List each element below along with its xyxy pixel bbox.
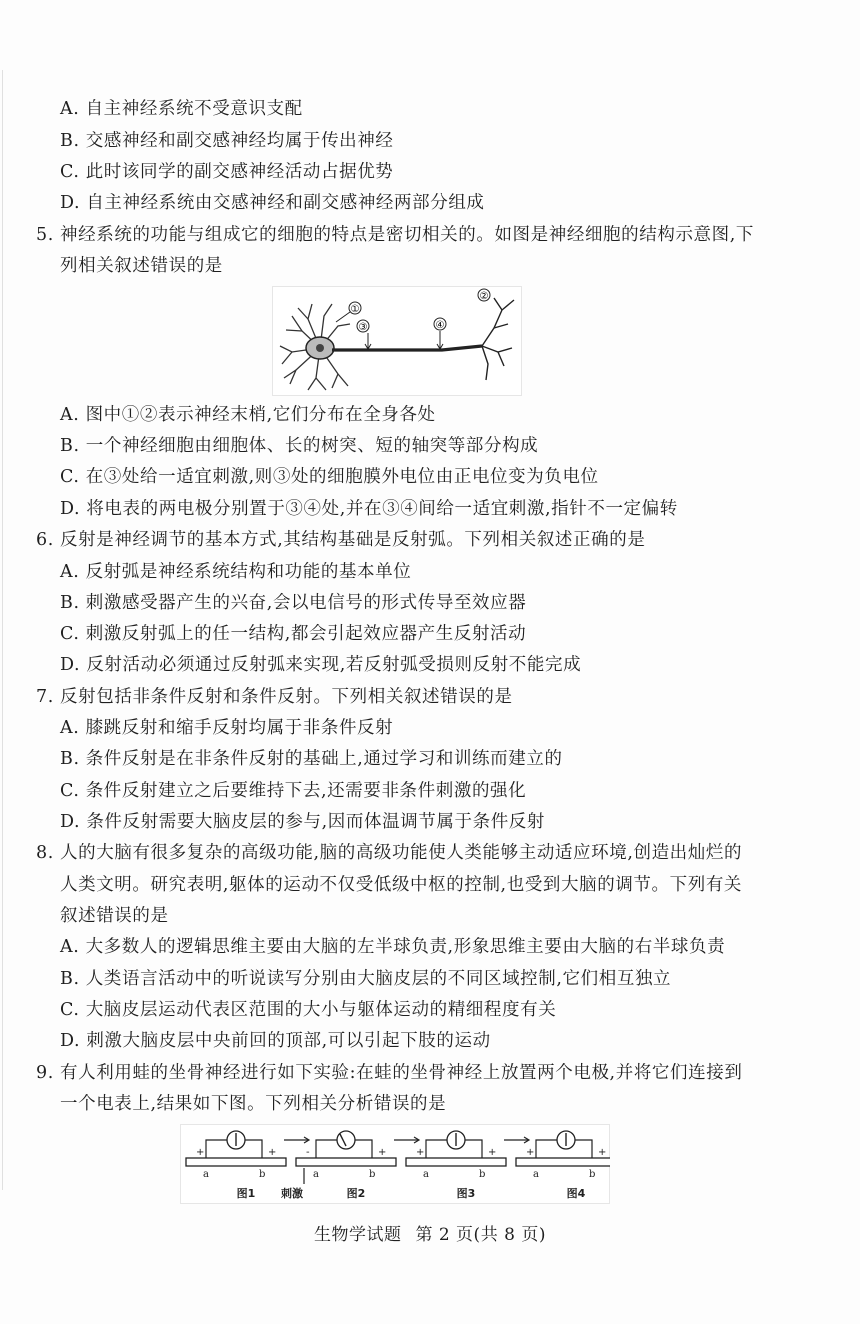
q8-option-b: B. 人类语言活动中的听说读写分别由大脑皮层的不同区域控制,它们相互独立: [60, 969, 672, 989]
q5-option-a: A. 图中①②表示神经末梢,它们分布在全身各处: [60, 405, 436, 425]
q8-option-a: A. 大多数人的逻辑思维主要由大脑的左半球负责,形象思维主要由大脑的右半球负责: [60, 937, 726, 957]
polarity-sign: +: [526, 1147, 535, 1158]
q4-option-a: A. 自主神经系统不受意识支配: [60, 99, 303, 119]
q8-stem-line-3: 叙述错误的是: [60, 906, 169, 926]
stimulus-label: 刺激: [281, 1187, 303, 1200]
footer-page-number: 第 2 页(共 8 页): [415, 1225, 546, 1245]
q6-option-c: C. 刺激反射弧上的任一结构,都会引起效应器产生反射活动: [60, 624, 527, 644]
neuron-figure: [272, 286, 522, 396]
polarity-sign: +: [196, 1147, 205, 1158]
q8-stem-line-1: 8. 人的大脑有很多复杂的高级功能,脑的高级功能使人类能够主动适应环境,创造出灿烂的: [36, 843, 743, 863]
neuron-diagram: [272, 286, 522, 396]
q5-stem-line-2: 列相关叙述错误的是: [60, 256, 223, 276]
label-3: ③: [358, 322, 368, 333]
polarity-sign: -: [306, 1147, 310, 1158]
polarity-sign: +: [488, 1147, 497, 1158]
q7-option-c: C. 条件反射建立之后要维持下去,还需要非条件刺激的强化: [60, 781, 527, 801]
scan-edge: [2, 70, 3, 1190]
polarity-sign: +: [268, 1147, 277, 1158]
q4-option-d: D. 自主神经系统由交感神经和副交感神经两部分组成: [60, 193, 485, 213]
q9-stem-line-2: 一个电表上,结果如下图。下列相关分析错误的是: [60, 1094, 447, 1114]
nerve-fiber: [406, 1158, 506, 1166]
q4-option-c: C. 此时该同学的副交感神经活动占据优势: [60, 162, 394, 182]
electrode-a-label: a: [423, 1169, 429, 1180]
q9-stem-line-1: 9. 有人利用蛙的坐骨神经进行如下实验:在蛙的坐骨神经上放置两个电极,并将它们连接到: [36, 1063, 743, 1083]
galvanometer-figure: [180, 1124, 610, 1204]
galvanometer-diagram: [180, 1124, 610, 1204]
galvanometer: [337, 1131, 355, 1149]
q7-option-d: D. 条件反射需要大脑皮层的参与,因而体温调节属于条件反射: [60, 812, 545, 832]
q7-stem: 7. 反射包括非条件反射和条件反射。下列相关叙述错误的是: [36, 687, 513, 707]
q7-option-a: A. 膝跳反射和缩手反射均属于非条件反射: [60, 718, 394, 738]
polarity-sign: +: [598, 1147, 607, 1158]
electrode-b-label: b: [479, 1169, 486, 1180]
nerve-fiber: [516, 1158, 610, 1166]
electrode-a-label: a: [313, 1169, 319, 1180]
page-footer: [0, 1220, 860, 1245]
electrode-b-label: b: [369, 1169, 376, 1180]
panel-caption: 图3: [456, 1187, 476, 1200]
q5-option-d: D. 将电表的两电极分别置于③④处,并在③④间给一适宜刺激,指针不一定偏转: [60, 499, 678, 519]
q6-stem: 6. 反射是神经调节的基本方式,其结构基础是反射弧。下列相关叙述正确的是: [36, 530, 646, 550]
q8-option-c: C. 大脑皮层运动代表区范围的大小与躯体运动的精细程度有关: [60, 1000, 557, 1020]
polarity-sign: +: [416, 1147, 425, 1158]
panel-caption: 图4: [566, 1187, 586, 1200]
electrode-b-label: b: [589, 1169, 596, 1180]
panel-caption: 图2: [346, 1187, 366, 1200]
q6-option-b: B. 刺激感受器产生的兴奋,会以电信号的形式传导至效应器: [60, 593, 527, 613]
label-4: ④: [435, 320, 445, 331]
nerve-fiber: [186, 1158, 286, 1166]
footer-subject: 生物学试题: [314, 1225, 402, 1245]
q5-stem-line-1: 5. 神经系统的功能与组成它的细胞的特点是密切相关的。如图是神经细胞的结构示意图,下: [36, 225, 755, 245]
electrode-b-label: b: [259, 1169, 266, 1180]
label-1: ①: [350, 304, 360, 315]
q6-option-a: A. 反射弧是神经系统结构和功能的基本单位: [60, 562, 412, 582]
q8-stem-line-2: 人类文明。研究表明,躯体的运动不仅受低级中枢的控制,也受到大脑的调节。下列有关: [60, 875, 743, 895]
q6-option-d: D. 反射活动必须通过反射弧来实现,若反射弧受损则反射不能完成: [60, 655, 582, 675]
polarity-sign: +: [378, 1147, 387, 1158]
q5-option-c: C. 在③处给一适宜刺激,则③处的细胞膜外电位由正电位变为负电位: [60, 467, 599, 487]
panel-caption: 图1: [236, 1187, 256, 1200]
q7-option-b: B. 条件反射是在非条件反射的基础上,通过学习和训练而建立的: [60, 749, 563, 769]
q8-option-d: D. 刺激大脑皮层中央前回的顶部,可以引起下肢的运动: [60, 1031, 491, 1051]
electrode-a-label: a: [533, 1169, 539, 1180]
label-2: ②: [479, 291, 489, 302]
q4-option-b: B. 交感神经和副交感神经均属于传出神经: [60, 131, 394, 151]
q5-option-b: B. 一个神经细胞由细胞体、长的树突、短的轴突等部分构成: [60, 436, 539, 456]
nerve-fiber: [296, 1158, 396, 1166]
electrode-a-label: a: [203, 1169, 209, 1180]
